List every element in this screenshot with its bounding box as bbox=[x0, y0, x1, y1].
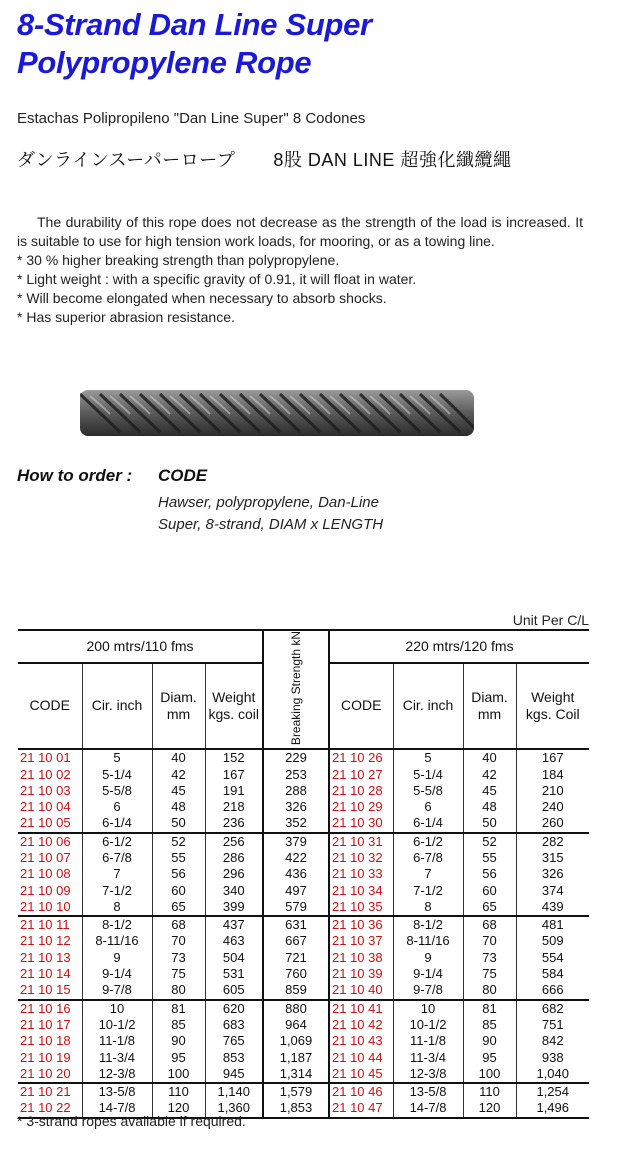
weight-left-cell: 152 bbox=[222, 750, 245, 766]
code-right-cell: 21 10 43 bbox=[329, 1033, 393, 1049]
weight-right-cell: 240 bbox=[541, 799, 564, 815]
table-row bbox=[18, 833, 589, 850]
cir-left-cell: 5-1/4 bbox=[82, 766, 152, 782]
weight-right-cell: 439 bbox=[541, 898, 564, 914]
diam-right-cell: 50 bbox=[463, 815, 516, 832]
weight-left-cell: 504 bbox=[222, 949, 245, 965]
cir-right-cell: 10 bbox=[393, 1000, 463, 1017]
footnote: * 3-strand ropes available if required. bbox=[17, 1113, 246, 1129]
diam-left-cell: 100 bbox=[152, 1066, 205, 1083]
cir-left-cell: 14-7/8 bbox=[82, 1100, 152, 1117]
bullet-item: * Light weight : with a specific gravity of 0.91, it will float in water. bbox=[17, 271, 417, 287]
code-right-cell: 21 10 32 bbox=[329, 850, 393, 866]
weight-right-cell: 315 bbox=[541, 849, 564, 865]
weight-right-cell: 554 bbox=[541, 949, 564, 965]
weight-right-cell: 326 bbox=[541, 866, 564, 882]
breaking-strength-cell: 253 bbox=[263, 766, 329, 782]
breaking-strength-cell: 497 bbox=[263, 882, 329, 898]
code-left-cell: 21 10 22 bbox=[18, 1100, 82, 1117]
code-right-cell: 21 10 42 bbox=[329, 1017, 393, 1033]
table-row bbox=[18, 1049, 589, 1065]
weight-left-cell: 286 bbox=[222, 849, 245, 865]
bullet-item: * Will become elongated when necessary to absorb shocks. bbox=[17, 290, 387, 306]
diam-right-cell: 81 bbox=[463, 1000, 516, 1017]
breaking-strength-cell: 1,314 bbox=[263, 1066, 329, 1083]
code-left-cell: 21 10 05 bbox=[18, 815, 82, 832]
code-left-cell: 21 10 20 bbox=[18, 1066, 82, 1083]
breaking-strength-cell: 379 bbox=[263, 833, 329, 850]
weight-left-cell: 167 bbox=[222, 766, 245, 782]
code-header-right: CODE bbox=[329, 663, 393, 749]
diam-right-cell: 65 bbox=[463, 899, 516, 916]
subtitle-japanese: ダンラインスーパーロープ bbox=[17, 150, 236, 170]
breaking-strength-cell: 436 bbox=[263, 866, 329, 882]
cir-left-cell: 10-1/2 bbox=[82, 1017, 152, 1033]
code-left-cell: 21 10 15 bbox=[18, 982, 82, 999]
diam-left-cell: 81 bbox=[152, 1000, 205, 1017]
group-header-right: 220 mtrs/120 fms bbox=[405, 638, 514, 655]
weight-right-cell: 184 bbox=[541, 766, 564, 782]
cir-right-cell: 10-1/2 bbox=[393, 1017, 463, 1033]
diam-right-cell: 68 bbox=[463, 916, 516, 933]
weight-left-cell: 683 bbox=[222, 1016, 245, 1032]
breaking-strength-header: Breaking Strength kN bbox=[263, 630, 329, 749]
order-label: How to order : bbox=[17, 466, 133, 485]
weight-right-cell: 1,496 bbox=[516, 1100, 589, 1117]
diam-right-cell: 52 bbox=[463, 833, 516, 850]
code-right-cell: 21 10 39 bbox=[329, 966, 393, 982]
code-left-cell: 21 10 17 bbox=[18, 1017, 82, 1033]
cir-right-cell: 12-3/8 bbox=[393, 1066, 463, 1083]
cir-right-cell: 8-1/2 bbox=[393, 916, 463, 933]
diam-left-cell: 73 bbox=[152, 950, 205, 966]
cir-right-cell: 9 bbox=[393, 950, 463, 966]
weight-left-cell: 191 bbox=[222, 782, 245, 798]
cir-right-cell: 11-1/8 bbox=[393, 1033, 463, 1049]
description-intro: The durability of this rope does not decrease as the strength of the load is increased. It is suitable to use for high tension work loads, for mooring, or as a towing line. bbox=[17, 214, 583, 249]
diam-left-cell: 42 bbox=[152, 766, 205, 782]
order-code: CODE bbox=[158, 466, 208, 485]
code-right-cell: 21 10 44 bbox=[329, 1049, 393, 1065]
cir-left-cell: 8-11/16 bbox=[82, 933, 152, 949]
cir-right-cell: 9-1/4 bbox=[393, 966, 463, 982]
bullet-item: * 30 % higher breaking strength than polypropylene. bbox=[17, 252, 340, 268]
weight-left-cell: 765 bbox=[222, 1033, 245, 1049]
cir-left-cell: 9-7/8 bbox=[82, 982, 152, 999]
table-row bbox=[18, 749, 589, 766]
unit-label: Unit Per C/L bbox=[512, 612, 589, 628]
diam-right-cell: 55 bbox=[463, 850, 516, 866]
spec-table-body bbox=[18, 749, 589, 1118]
breaking-strength-cell: 1,187 bbox=[263, 1049, 329, 1065]
code-left-cell: 21 10 14 bbox=[18, 966, 82, 982]
diam-right-cell: 42 bbox=[463, 766, 516, 782]
breaking-strength-cell: 760 bbox=[263, 966, 329, 982]
weight-right-cell: 282 bbox=[516, 833, 589, 850]
code-left-cell: 21 10 16 bbox=[18, 1000, 82, 1017]
code-left-cell: 21 10 02 bbox=[18, 766, 82, 782]
order-description bbox=[158, 492, 383, 536]
diam-right-cell: 85 bbox=[463, 1017, 516, 1033]
cir-left-cell: 6-7/8 bbox=[82, 850, 152, 866]
weight-left-cell: 399 bbox=[222, 898, 245, 914]
weight-left-cell: 340 bbox=[222, 882, 245, 898]
diam-header: Diam. mm bbox=[152, 663, 205, 749]
table-row bbox=[18, 1066, 589, 1083]
cir-right-cell: 9-7/8 bbox=[393, 982, 463, 999]
code-right-cell: 21 10 31 bbox=[329, 833, 393, 850]
cir-left-cell: 7-1/2 bbox=[82, 882, 152, 898]
cir-right-cell: 7-1/2 bbox=[393, 882, 463, 898]
weight-right-cell: 666 bbox=[541, 982, 564, 998]
diam-left-cell: 40 bbox=[152, 749, 205, 766]
diam-left-cell: 55 bbox=[152, 850, 205, 866]
bullet-item: * Has superior abrasion resistance. bbox=[17, 309, 235, 325]
cir-left-cell: 8-1/2 bbox=[82, 916, 152, 933]
code-right-cell: 21 10 28 bbox=[329, 783, 393, 799]
code-left-cell: 21 10 01 bbox=[18, 749, 82, 766]
breaking-strength-cell: 631 bbox=[263, 916, 329, 933]
code-left-cell: 21 10 08 bbox=[18, 866, 82, 882]
diam-header-right: Diam. mm bbox=[463, 663, 516, 749]
weight-right-cell: 210 bbox=[541, 782, 564, 798]
diam-left-cell: 75 bbox=[152, 966, 205, 982]
breaking-strength-cell: 352 bbox=[263, 815, 329, 832]
cir-right-cell: 5-5/8 bbox=[393, 783, 463, 799]
code-right-cell: 21 10 37 bbox=[329, 933, 393, 949]
table-row bbox=[18, 1017, 589, 1033]
weight-right-cell: 1,254 bbox=[516, 1083, 589, 1100]
breaking-strength-cell: 422 bbox=[263, 850, 329, 866]
cir-left-cell: 5 bbox=[82, 749, 152, 766]
code-left-cell: 21 10 07 bbox=[18, 850, 82, 866]
weight-right-cell: 842 bbox=[541, 1033, 564, 1049]
rope-image bbox=[80, 384, 474, 442]
weight-right-cell: 1,040 bbox=[536, 1065, 570, 1081]
weight-right-cell: 374 bbox=[541, 882, 564, 898]
diam-left-cell: 80 bbox=[152, 982, 205, 999]
cir-header: Cir. inch bbox=[82, 663, 152, 749]
subtitle-asian bbox=[17, 146, 511, 172]
code-right-cell: 21 10 29 bbox=[329, 799, 393, 815]
code-left-cell: 21 10 11 bbox=[18, 916, 82, 933]
cir-right-cell: 5 bbox=[393, 749, 463, 766]
weight-left-cell: 1,360 bbox=[205, 1100, 263, 1117]
cir-left-cell: 8 bbox=[82, 899, 152, 916]
code-right-cell: 21 10 27 bbox=[329, 766, 393, 782]
title-line-2: Polypropylene Rope bbox=[17, 45, 312, 80]
breaking-strength-cell: 288 bbox=[263, 783, 329, 799]
diam-right-cell: 40 bbox=[463, 749, 516, 766]
cir-left-cell: 6-1/4 bbox=[82, 815, 152, 832]
table-row bbox=[18, 1033, 589, 1049]
code-right-cell: 21 10 45 bbox=[329, 1066, 393, 1083]
cir-right-cell: 7 bbox=[393, 866, 463, 882]
cir-right-cell: 6-1/2 bbox=[393, 833, 463, 850]
diam-right-cell: 45 bbox=[463, 783, 516, 799]
diam-right-cell: 100 bbox=[463, 1066, 516, 1083]
table-row bbox=[18, 899, 589, 916]
diam-left-cell: 110 bbox=[152, 1083, 205, 1100]
diam-left-cell: 65 bbox=[152, 899, 205, 916]
cir-right-cell: 13-5/8 bbox=[393, 1083, 463, 1100]
spec-table bbox=[18, 629, 589, 1119]
breaking-strength-cell: 229 bbox=[263, 749, 329, 766]
code-left-cell: 21 10 13 bbox=[18, 950, 82, 966]
cir-left-cell: 7 bbox=[82, 866, 152, 882]
breaking-strength-cell: 326 bbox=[263, 799, 329, 815]
code-left-cell: 21 10 10 bbox=[18, 899, 82, 916]
diam-left-cell: 85 bbox=[152, 1017, 205, 1033]
subtitle-chinese: 8股 DAN LINE 超強化纖纜繩 bbox=[273, 150, 512, 170]
code-left-cell: 21 10 18 bbox=[18, 1033, 82, 1049]
weight-left-cell: 945 bbox=[222, 1065, 245, 1081]
subtitle-spanish: Estachas Polipropileno "Dan Line Super" 8 Codones bbox=[17, 110, 366, 127]
cir-right-cell: 14-7/8 bbox=[393, 1100, 463, 1117]
diam-left-cell: 50 bbox=[152, 815, 205, 832]
breaking-strength-cell: 1,579 bbox=[263, 1083, 329, 1100]
weight-left-cell: 256 bbox=[205, 833, 263, 850]
diam-left-cell: 52 bbox=[152, 833, 205, 850]
code-right-cell: 21 10 47 bbox=[329, 1100, 393, 1117]
weight-right-cell: 751 bbox=[541, 1016, 564, 1032]
table-row bbox=[18, 916, 589, 933]
code-left-cell: 21 10 06 bbox=[18, 833, 82, 850]
code-right-cell: 21 10 30 bbox=[329, 815, 393, 832]
table-row bbox=[18, 799, 589, 815]
weight-left-cell: 296 bbox=[222, 866, 245, 882]
weight-left-cell: 853 bbox=[222, 1049, 245, 1065]
code-left-cell: 21 10 12 bbox=[18, 933, 82, 949]
breaking-strength-cell: 667 bbox=[263, 933, 329, 949]
order-line-2: Super, 8-strand, DIAM x LENGTH bbox=[158, 516, 384, 533]
code-header: CODE bbox=[18, 663, 82, 749]
cir-right-cell: 8 bbox=[393, 899, 463, 916]
diam-left-cell: 68 bbox=[152, 916, 205, 933]
weight-right-cell: 584 bbox=[541, 966, 564, 982]
code-left-cell: 21 10 09 bbox=[18, 882, 82, 898]
cir-right-cell: 5-1/4 bbox=[393, 766, 463, 782]
diam-left-cell: 60 bbox=[152, 882, 205, 898]
table-row bbox=[18, 850, 589, 866]
diam-right-cell: 73 bbox=[463, 950, 516, 966]
breaking-strength-cell: 964 bbox=[263, 1017, 329, 1033]
code-right-cell: 21 10 38 bbox=[329, 950, 393, 966]
diam-left-cell: 120 bbox=[152, 1100, 205, 1117]
cir-left-cell: 12-3/8 bbox=[82, 1066, 152, 1083]
order-line-1: Hawser, polypropylene, Dan-Line bbox=[158, 494, 379, 511]
table-row bbox=[18, 982, 589, 999]
weight-right-cell: 167 bbox=[541, 750, 564, 766]
order-heading bbox=[17, 466, 208, 486]
cir-right-cell: 6 bbox=[393, 799, 463, 815]
cir-left-cell: 11-1/8 bbox=[82, 1033, 152, 1049]
diam-right-cell: 110 bbox=[463, 1083, 516, 1100]
table-row bbox=[18, 933, 589, 949]
diam-right-cell: 120 bbox=[463, 1100, 516, 1117]
code-right-cell: 21 10 41 bbox=[329, 1000, 393, 1017]
weight-header-right: Weight kgs. Coil bbox=[516, 663, 589, 749]
weight-left-cell: 605 bbox=[222, 982, 245, 998]
weight-left-cell: 1,140 bbox=[205, 1083, 263, 1100]
weight-left-cell: 218 bbox=[222, 799, 245, 815]
table-row bbox=[18, 950, 589, 966]
code-right-cell: 21 10 35 bbox=[329, 899, 393, 916]
weight-left-cell: 437 bbox=[205, 916, 263, 933]
weight-right-cell: 682 bbox=[516, 1000, 589, 1017]
table-row bbox=[18, 815, 589, 832]
cir-left-cell: 6 bbox=[82, 799, 152, 815]
cir-right-cell: 6-1/4 bbox=[393, 815, 463, 832]
cir-right-cell: 11-3/4 bbox=[393, 1049, 463, 1065]
diam-right-cell: 60 bbox=[463, 882, 516, 898]
weight-right-cell: 260 bbox=[541, 815, 564, 831]
code-left-cell: 21 10 04 bbox=[18, 799, 82, 815]
breaking-strength-cell: 579 bbox=[263, 899, 329, 916]
table-row bbox=[18, 783, 589, 799]
breaking-strength-cell: 721 bbox=[263, 950, 329, 966]
cir-left-cell: 9-1/4 bbox=[82, 966, 152, 982]
weight-left-cell: 531 bbox=[222, 966, 245, 982]
diam-left-cell: 48 bbox=[152, 799, 205, 815]
cir-left-cell: 10 bbox=[82, 1000, 152, 1017]
weight-header-left: Weight kgs. coil bbox=[205, 663, 263, 749]
cir-left-cell: 5-5/8 bbox=[82, 783, 152, 799]
cir-header-right: Cir. inch bbox=[393, 663, 463, 749]
cir-left-cell: 13-5/8 bbox=[82, 1083, 152, 1100]
diam-left-cell: 95 bbox=[152, 1049, 205, 1065]
cir-right-cell: 6-7/8 bbox=[393, 850, 463, 866]
breaking-strength-cell: 1,069 bbox=[263, 1033, 329, 1049]
diam-right-cell: 95 bbox=[463, 1049, 516, 1065]
table-row bbox=[18, 882, 589, 898]
cir-left-cell: 9 bbox=[82, 950, 152, 966]
cir-left-cell: 6-1/2 bbox=[82, 833, 152, 850]
cir-right-cell: 8-11/16 bbox=[393, 933, 463, 949]
code-right-cell: 21 10 46 bbox=[329, 1083, 393, 1100]
diam-left-cell: 70 bbox=[152, 933, 205, 949]
diam-right-cell: 70 bbox=[463, 933, 516, 949]
code-right-cell: 21 10 34 bbox=[329, 882, 393, 898]
diam-left-cell: 56 bbox=[152, 866, 205, 882]
code-left-cell: 21 10 21 bbox=[18, 1083, 82, 1100]
diam-right-cell: 90 bbox=[463, 1033, 516, 1049]
diam-right-cell: 48 bbox=[463, 799, 516, 815]
breaking-strength-cell: 859 bbox=[263, 982, 329, 999]
breaking-strength-cell: 880 bbox=[263, 1000, 329, 1017]
table-row bbox=[18, 1083, 589, 1100]
weight-left-cell: 620 bbox=[205, 1000, 263, 1017]
diam-left-cell: 90 bbox=[152, 1033, 205, 1049]
diam-right-cell: 56 bbox=[463, 866, 516, 882]
diam-left-cell: 45 bbox=[152, 783, 205, 799]
group-header-left: 200 mtrs/110 fms bbox=[86, 638, 194, 655]
table-row bbox=[18, 866, 589, 882]
weight-left-cell: 236 bbox=[222, 815, 245, 831]
weight-right-cell: 509 bbox=[541, 933, 564, 949]
table-row bbox=[18, 966, 589, 982]
weight-right-cell: 481 bbox=[516, 916, 589, 933]
product-title bbox=[17, 6, 372, 82]
table-row bbox=[18, 766, 589, 782]
code-right-cell: 21 10 36 bbox=[329, 916, 393, 933]
weight-right-cell: 938 bbox=[541, 1049, 564, 1065]
description bbox=[17, 213, 583, 327]
code-right-cell: 21 10 40 bbox=[329, 982, 393, 999]
code-right-cell: 21 10 26 bbox=[329, 749, 393, 766]
title-line-1: 8-Strand Dan Line Super bbox=[17, 7, 372, 42]
diam-right-cell: 75 bbox=[463, 966, 516, 982]
code-right-cell: 21 10 33 bbox=[329, 866, 393, 882]
cir-left-cell: 11-3/4 bbox=[82, 1049, 152, 1065]
weight-left-cell: 463 bbox=[222, 933, 245, 949]
breaking-strength-cell: 1,853 bbox=[263, 1100, 329, 1117]
code-left-cell: 21 10 03 bbox=[18, 783, 82, 799]
diam-right-cell: 80 bbox=[463, 982, 516, 999]
code-left-cell: 21 10 19 bbox=[18, 1049, 82, 1065]
table-row bbox=[18, 1000, 589, 1017]
